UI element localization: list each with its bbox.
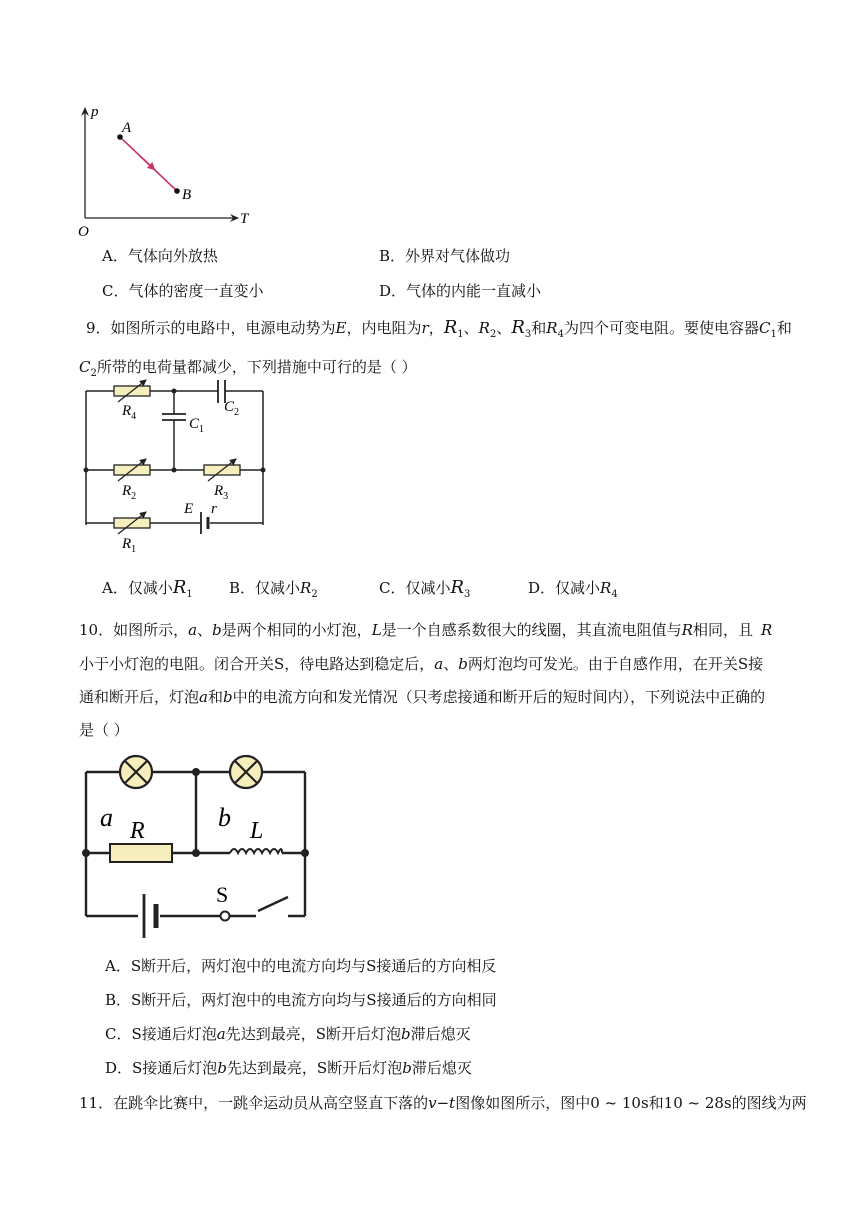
q9-option-b: B．仅减小$R_2$ xyxy=(229,579,318,600)
resistor-r-label: R xyxy=(130,818,145,844)
inductor-l xyxy=(230,849,282,853)
q10-option-b: B．S断开后，两灯泡中的电流方向均与S接通后的方向相同 xyxy=(105,991,497,1009)
q10-option-a: A．S断开后，两灯泡中的电流方向均与S接通后的方向相反 xyxy=(105,957,497,975)
r4-label: $R_4$ xyxy=(122,403,137,422)
r2-label: $R_2$ xyxy=(122,483,137,502)
e-label: E xyxy=(184,501,194,517)
point-a-label: A xyxy=(122,120,132,136)
q9-option-d: D．仅减小$R_4$ xyxy=(528,579,618,600)
q8-option-c: C．气体的密度一直变小 xyxy=(102,282,264,300)
q8-option-a: A．气体向外放热 xyxy=(102,247,218,265)
q9-option-c: C．仅减小$R_3$ xyxy=(379,577,471,600)
c2-label: $C_2$ xyxy=(224,399,240,418)
q9-stem-line2: $C_2$所带的电荷量都减少，下列措施中可行的是（ ） xyxy=(79,358,417,379)
q9-option-a: A．仅减小$R_1$ xyxy=(102,577,193,600)
inductor-l-label: L xyxy=(250,818,264,844)
bulb-b xyxy=(230,756,262,788)
c1-label: $C_1$ xyxy=(189,416,205,435)
q8-option-b: B．外界对气体做功 xyxy=(379,247,511,265)
q10-stem-line1: 10．如图所示，a、b是两个相同的小灯泡，L是一个自感系数很大的线圈，其直流电阻值与R相同，且 R xyxy=(79,621,773,639)
point-b xyxy=(174,188,180,194)
bulb-a-label: a xyxy=(100,803,113,832)
switch-s xyxy=(221,912,230,921)
q10-stem-line4: 是（ ） xyxy=(79,721,129,739)
q10-stem-line2: 小于小灯泡的电阻。闭合开关S，待电路达到稳定后，a、b两灯泡均可发光。由于自感作用，在开关S接 xyxy=(79,655,764,673)
r1-label: $R_1$ xyxy=(122,536,137,555)
origin-label: O xyxy=(78,224,89,240)
resistor-r xyxy=(110,844,172,862)
process-arrow xyxy=(140,156,154,169)
switch-s-label: S xyxy=(216,882,229,907)
r-label: r xyxy=(211,501,217,517)
pt-graph xyxy=(70,100,260,240)
r3-label: $R_3$ xyxy=(214,483,229,502)
q10-circuit-diagram xyxy=(78,750,318,950)
p-axis-label: p xyxy=(91,104,99,120)
q11-stem-line1: 11．在跳伞比赛中，一跳伞运动员从高空竖直下落的v−t图像如图所示，图中0 ~ 10s和10 ~ 28s的图线为两 xyxy=(79,1094,807,1112)
q8-option-d: D．气体的内能一直减小 xyxy=(379,282,542,300)
point-b-label: B xyxy=(182,187,192,203)
q10-option-d: D．S接通后灯泡b先达到最亮，S断开后灯泡b滞后熄灭 xyxy=(105,1059,472,1077)
bulb-b-label: b xyxy=(218,803,231,832)
q9-circuit-diagram xyxy=(76,378,276,558)
q10-stem-line3: 通和断开后，灯泡a和b中的电流方向和发光情况（只考虑接通和断开后的短时间内），下列说法中正确的 xyxy=(79,688,766,706)
q9-stem-line1: 9．如图所示的电路中，电源电动势为E，内电阻为r，$R_1$、$R_2$、$R_3$和$R_4$为四个可变电阻。要使电容器$C_1$和 xyxy=(86,317,792,340)
t-axis-label: T xyxy=(240,211,249,227)
q10-option-c: C．S接通后灯泡a先达到最亮，S断开后灯泡b滞后熄灭 xyxy=(105,1025,471,1043)
bulb-a xyxy=(120,756,152,788)
